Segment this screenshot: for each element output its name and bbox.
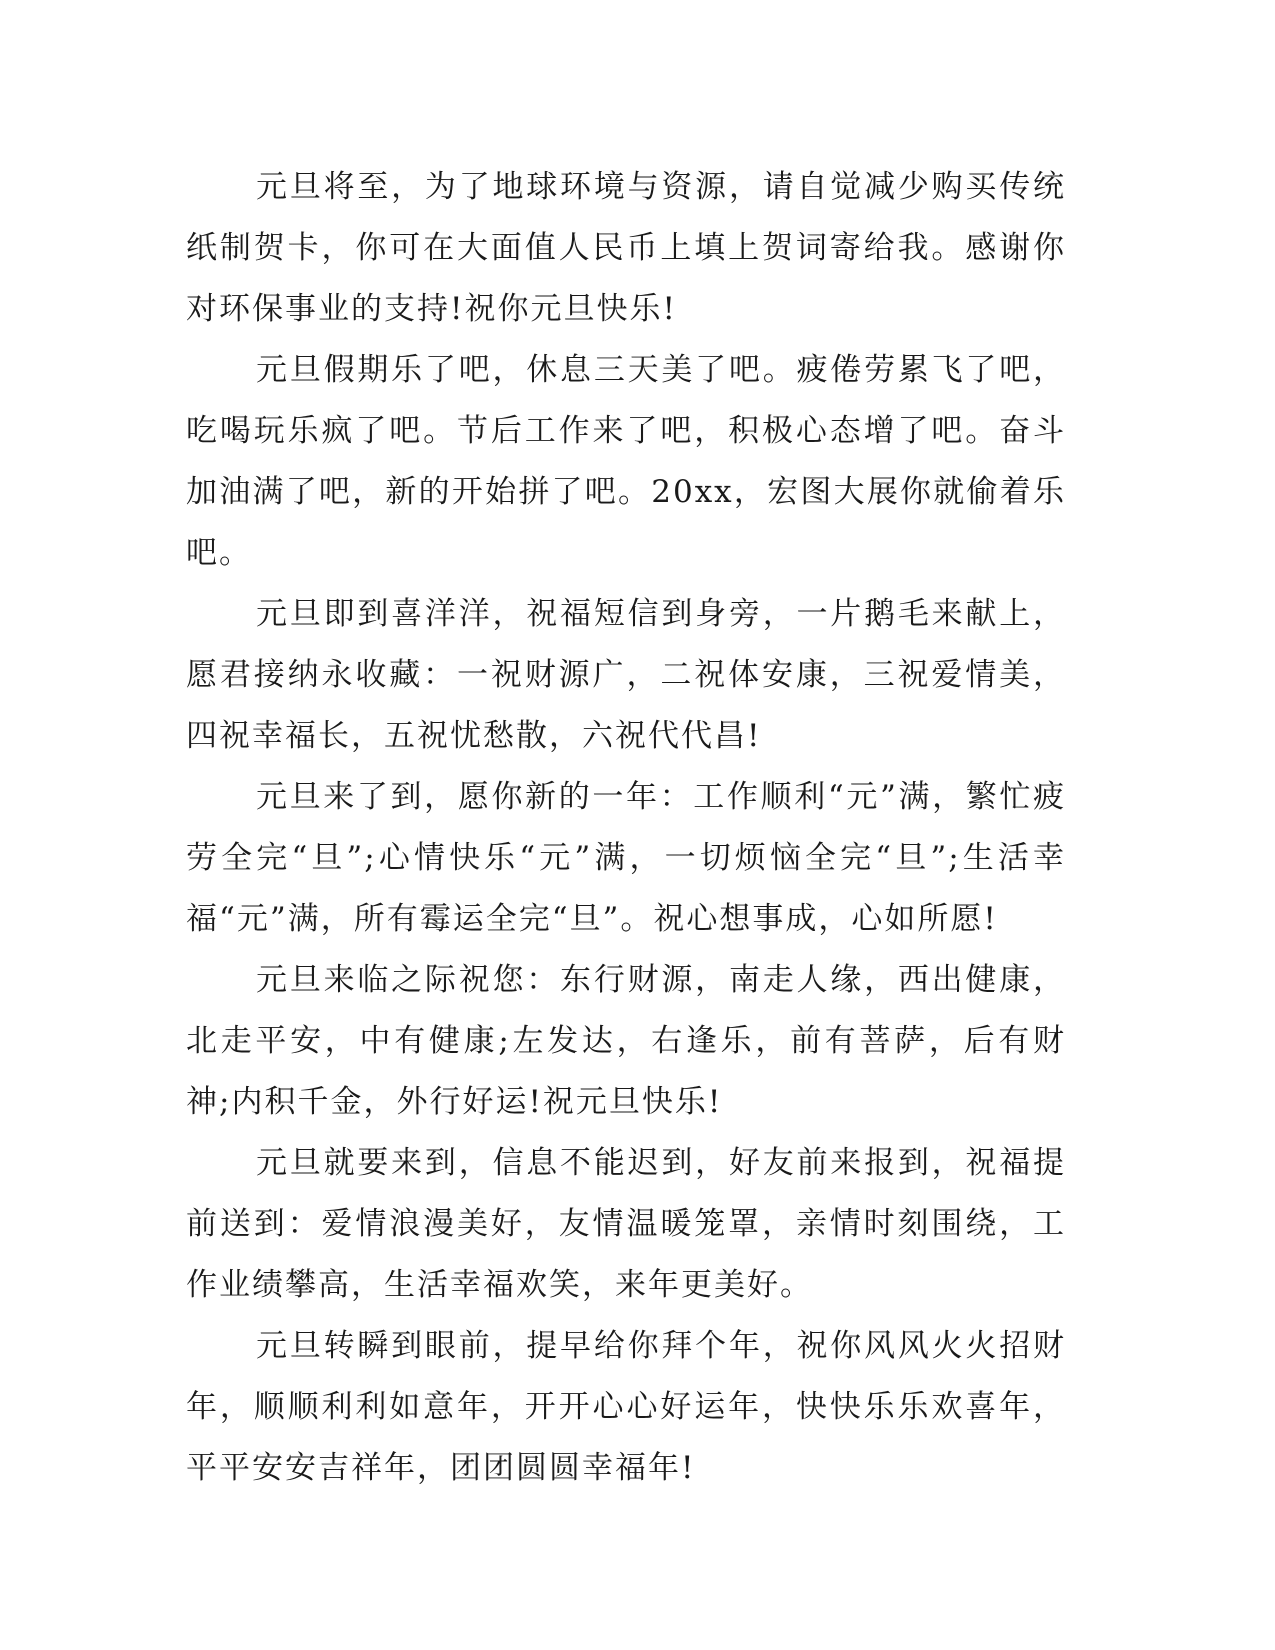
paragraph: 元旦转瞬到眼前，提早给你拜个年，祝你风风火火招财年，顺顺利利如意年，开开心心好运年，快快乐乐欢喜年，平平安安吉祥年，团团圆圆幸福年! <box>186 1328 1066 1486</box>
paragraph: 元旦就要来到，信息不能迟到，好友前来报到，祝福提前送到：爱情浪漫美好，友情温暖笼罩，亲情时刻围绕，工作业绩攀高，生活幸福欢笑，来年更美好。 <box>186 1145 1066 1303</box>
paragraph: 元旦将至，为了地球环境与资源，请自觉减少购买传统纸制贺卡，你可在大面值人民币上填上贺词寄给我。感谢你对环保事业的支持!祝你元旦快乐! <box>186 169 1066 327</box>
paragraph: 元旦假期乐了吧，休息三天美了吧。疲倦劳累飞了吧，吃喝玩乐疯了吧。节后工作来了吧，积极心态增了吧。奋斗加油满了吧，新的开始拼了吧。20xx，宏图大展你就偷着乐吧。 <box>186 352 1066 571</box>
paragraph: 元旦即到喜洋洋，祝福短信到身旁，一片鹅毛来献上，愿君接纳永收藏：一祝财源广，二祝体安康，三祝爱情美，四祝幸福长，五祝忧愁散，六祝代代昌! <box>186 596 1066 754</box>
paragraph: 元旦来临之际祝您：东行财源，南走人缘，西出健康，北走平安，中有健康;左发达，右逢乐，前有菩萨，后有财神;内积千金，外行好运!祝元旦快乐! <box>186 962 1066 1120</box>
paragraph: 元旦来了到，愿你新的一年：工作顺利“元”满，繁忙疲劳全完“旦”;心情快乐“元”满，一切烦恼全完“旦”;生活幸福“元”满，所有霉运全完“旦”。祝心想事成，心如所愿! <box>186 779 1066 937</box>
document-body <box>186 157 1066 1499</box>
